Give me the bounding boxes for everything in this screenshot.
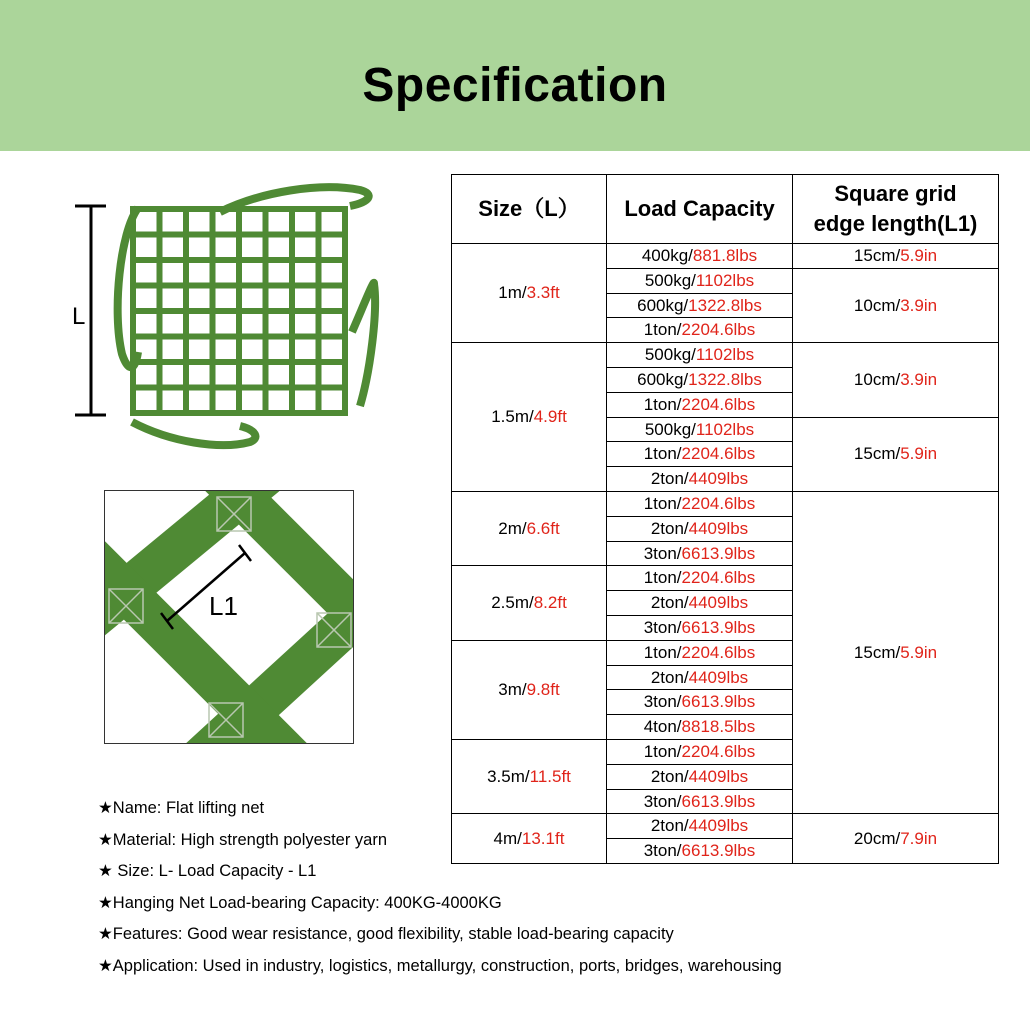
load-capacity-cell-metric: 2ton/: [650, 667, 689, 687]
load-capacity-cell-imperial: 1322.8lbs: [688, 369, 762, 389]
size-cell-imperial: 6.6ft: [526, 518, 560, 538]
specification-table: [451, 174, 999, 864]
table-row: [452, 491, 999, 516]
load-capacity-cell-imperial: 4409lbs: [688, 766, 749, 786]
size-cell-imperial: 13.1ft: [521, 828, 565, 848]
size-cell-metric: 3m/: [498, 679, 527, 699]
page-title: Specification: [362, 59, 668, 112]
load-capacity-cell-metric: 2ton/: [650, 766, 689, 786]
load-capacity-cell-imperial: 1102lbs: [695, 345, 755, 365]
feature-capacity: ★Hanging Net Load-bearing Capacity: 400KG-4000KG: [98, 893, 502, 912]
load-capacity-cell: [607, 566, 793, 591]
table-row: [452, 244, 999, 269]
table-body: [452, 244, 999, 864]
net-hole: [189, 391, 210, 411]
net-hole: [242, 365, 263, 385]
size-cell: [452, 640, 607, 739]
net-hole: [216, 314, 237, 334]
grid-edge-cell-imperial: 5.9in: [900, 642, 938, 662]
load-capacity-cell-imperial: 2204.6lbs: [681, 444, 756, 464]
net-hole: [322, 289, 343, 309]
load-capacity-cell-metric: 1ton/: [643, 444, 682, 464]
load-capacity-cell-metric: 500kg/: [644, 270, 696, 290]
size-cell: [452, 343, 607, 492]
grid-edge-cell-imperial: 5.9in: [900, 444, 938, 464]
feature-features: ★Features: Good wear resistance, good flexibility, stable load-bearing capacity: [98, 925, 674, 943]
net-hole: [163, 391, 184, 411]
load-capacity-cell: [607, 467, 793, 492]
size-cell-metric: 1.5m/: [491, 407, 534, 427]
grid-closeup-illustration: [104, 490, 354, 744]
load-capacity-cell: [607, 442, 793, 467]
load-capacity-cell: [607, 392, 793, 417]
load-capacity-cell-metric: 2ton/: [650, 816, 689, 836]
load-capacity-cell-imperial: 4409lbs: [688, 518, 749, 538]
load-capacity-cell-metric: 3ton/: [643, 841, 682, 861]
load-capacity-cell: [607, 293, 793, 318]
net-hole: [216, 263, 237, 283]
net-hole: [242, 212, 263, 232]
net-hole: [269, 340, 290, 360]
net-hole: [189, 212, 210, 232]
net-hole: [163, 263, 184, 283]
grid-edge-cell-metric: 10cm/: [853, 295, 901, 315]
size-cell: [452, 491, 607, 565]
net-hole: [163, 314, 184, 334]
net-hole: [242, 314, 263, 334]
net-hole: [269, 289, 290, 309]
net-hole: [136, 212, 157, 232]
grid-edge-cell-metric: 10cm/: [853, 369, 901, 389]
net-hole: [322, 314, 343, 334]
grid-edge-cell-metric: 15cm/: [853, 642, 901, 662]
table-row: [452, 343, 999, 368]
net-hole: [322, 238, 343, 258]
load-capacity-cell-metric: 3ton/: [643, 543, 682, 563]
load-capacity-cell-metric: 400kg/: [641, 246, 693, 265]
load-capacity-cell-imperial: 6613.9lbs: [681, 543, 756, 563]
net-hole: [269, 212, 290, 232]
load-capacity-cell-metric: 500kg/: [644, 419, 696, 439]
net-hole: [269, 391, 290, 411]
net-hole: [216, 365, 237, 385]
dimension-label: L: [72, 303, 86, 330]
load-capacity-cell-metric: 3ton/: [643, 692, 682, 712]
feature-list: [98, 796, 901, 985]
net-hole: [295, 365, 316, 385]
load-capacity-cell-metric: 1ton/: [643, 642, 682, 662]
load-capacity-cell-imperial: 2204.6lbs: [681, 320, 756, 340]
load-capacity-cell-metric: 3ton/: [643, 791, 682, 811]
load-capacity-cell: [607, 343, 793, 368]
load-capacity-cell-metric: 2ton/: [650, 518, 689, 538]
net-hole: [322, 365, 343, 385]
grid-edge-cell: [793, 343, 999, 417]
net-hole: [242, 263, 263, 283]
grid-edge-cell: [793, 491, 999, 813]
header-banner: [0, 0, 1030, 151]
size-cell-metric: 2.5m/: [491, 593, 534, 613]
net-hole: [216, 212, 237, 232]
net-hole: [295, 289, 316, 309]
net-hole: [242, 289, 263, 309]
size-cell-metric: 3.5m/: [487, 766, 530, 786]
load-capacity-cell-imperial: 2204.6lbs: [681, 394, 756, 414]
net-hole: [136, 314, 157, 334]
load-capacity-cell: [607, 367, 793, 392]
grid-edge-cell-metric: 15cm/: [853, 444, 901, 464]
net-hole: [242, 340, 263, 360]
size-cell-imperial: 9.8ft: [526, 679, 560, 699]
net-hole: [242, 391, 263, 411]
net-hole: [322, 212, 343, 232]
net-hole: [189, 314, 210, 334]
grid-edge-cell: [793, 244, 999, 269]
size-cell-imperial: 4.9ft: [533, 407, 567, 427]
load-capacity-cell: [607, 318, 793, 343]
load-capacity-cell-metric: 600kg/: [637, 369, 689, 389]
net-hole: [242, 238, 263, 258]
size-cell-imperial: 8.2ft: [533, 593, 567, 613]
load-capacity-cell: [607, 268, 793, 293]
load-capacity-cell-imperial: 4409lbs: [688, 593, 749, 613]
load-capacity-cell-metric: 1ton/: [643, 320, 682, 340]
load-capacity-cell-metric: 3ton/: [643, 617, 682, 637]
net-hole: [269, 263, 290, 283]
load-capacity-cell-metric: 600kg/: [637, 295, 689, 315]
net-hole: [295, 212, 316, 232]
net-hole: [216, 289, 237, 309]
load-capacity-cell: [607, 690, 793, 715]
net-hole: [295, 314, 316, 334]
load-capacity-cell: [607, 541, 793, 566]
load-capacity-cell: [607, 665, 793, 690]
net-hole: [322, 340, 343, 360]
load-capacity-cell-metric: 4ton/: [643, 717, 682, 737]
net-hole: [216, 340, 237, 360]
net-hole: [189, 263, 210, 283]
grid-edge-cell-imperial: 3.9in: [900, 295, 938, 315]
load-capacity-cell: [607, 715, 793, 740]
net-hole: [269, 238, 290, 258]
net-hole: [295, 340, 316, 360]
header-grid-line2: edge length(L1): [813, 211, 978, 236]
load-capacity-cell-imperial: 6613.9lbs: [681, 841, 756, 861]
feature-application: ★Application: Used in industry, logistics, metallurgy, construction, ports, bridges, warehousing: [98, 956, 782, 975]
net-hole: [322, 391, 343, 411]
lifting-net-illustration: [60, 172, 390, 462]
net-hole: [216, 391, 237, 411]
net-hole: [189, 340, 210, 360]
l1-label: L1: [209, 591, 238, 621]
load-capacity-cell-metric: 1ton/: [643, 568, 682, 588]
load-capacity-cell-imperial: 1102lbs: [695, 270, 755, 290]
net-hole: [189, 289, 210, 309]
load-capacity-cell: [607, 591, 793, 616]
load-capacity-cell-imperial: 2204.6lbs: [681, 741, 756, 761]
net-hole: [136, 391, 157, 411]
load-capacity-cell-imperial: 6613.9lbs: [681, 692, 756, 712]
load-capacity-cell-imperial: 4409lbs: [688, 469, 749, 489]
load-capacity-cell: [607, 640, 793, 665]
net-hole: [136, 365, 157, 385]
load-capacity-cell: [607, 764, 793, 789]
net-hole: [295, 263, 316, 283]
load-capacity-cell-imperial: 8818.5lbs: [681, 717, 756, 737]
load-capacity-cell-imperial: 2204.6lbs: [681, 493, 756, 513]
grid-edge-cell-imperial: 5.9in: [900, 246, 938, 265]
load-capacity-cell-metric: 2ton/: [650, 593, 689, 613]
grid-edge-cell: [793, 417, 999, 491]
net-hole: [136, 238, 157, 258]
net-hole: [216, 238, 237, 258]
net-hole: [189, 238, 210, 258]
load-capacity-cell: [607, 417, 793, 442]
net-hole: [163, 212, 184, 232]
net-hole: [163, 238, 184, 258]
load-capacity-cell-metric: 1ton/: [643, 493, 682, 513]
load-capacity-cell-imperial: 881.8lbs: [692, 246, 758, 265]
size-cell: [452, 244, 607, 343]
load-capacity-cell-imperial: 6613.9lbs: [681, 617, 756, 637]
feature-name: ★Name: Flat lifting net: [98, 799, 265, 817]
load-capacity-cell-imperial: 4409lbs: [688, 667, 749, 687]
grid-edge-cell-metric: 20cm/: [853, 828, 901, 848]
load-capacity-cell: [607, 739, 793, 764]
load-capacity-cell-metric: 1ton/: [643, 394, 682, 414]
load-capacity-cell-metric: 500kg/: [644, 345, 696, 365]
feature-material: ★Material: High strength polyester yarn: [98, 830, 387, 849]
load-capacity-cell-imperial: 6613.9lbs: [681, 791, 756, 811]
load-capacity-cell-metric: 2ton/: [650, 469, 689, 489]
load-capacity-cell-imperial: 1322.8lbs: [688, 295, 762, 315]
net-hole: [163, 289, 184, 309]
net-hole: [163, 365, 184, 385]
load-capacity-cell-imperial: 4409lbs: [688, 816, 749, 836]
net-hole: [269, 314, 290, 334]
net-hole: [136, 263, 157, 283]
size-cell-imperial: 11.5ft: [529, 766, 571, 786]
size-cell-metric: 1m/: [498, 283, 527, 303]
size-cell-imperial: 3.3ft: [526, 283, 560, 303]
size-cell-metric: 4m/: [493, 828, 522, 848]
header-grid-edge: [793, 175, 999, 244]
load-capacity-cell: [607, 244, 793, 269]
net-hole: [136, 289, 157, 309]
load-capacity-cell-metric: 1ton/: [643, 741, 682, 761]
size-cell-metric: 2m/: [498, 518, 527, 538]
net-hole: [269, 365, 290, 385]
feature-size: ★ Size: L- Load Capacity - L1: [98, 862, 317, 880]
grid-edge-cell-imperial: 3.9in: [900, 369, 938, 389]
header-grid-line1: Square grid: [834, 181, 957, 206]
grid-edge-cell-imperial: 7.9in: [900, 828, 938, 848]
net-hole: [189, 365, 210, 385]
net-hole: [163, 340, 184, 360]
net-hole: [322, 263, 343, 283]
load-capacity-cell-imperial: 2204.6lbs: [681, 642, 756, 662]
load-capacity-cell-imperial: 2204.6lbs: [681, 568, 756, 588]
size-cell: [452, 566, 607, 640]
load-capacity-cell: [607, 615, 793, 640]
grid-edge-cell-metric: 15cm/: [853, 246, 901, 265]
header-load-capacity: Load Capacity: [607, 175, 793, 244]
closeup-drawing: [105, 491, 354, 744]
grid-edge-cell: [793, 268, 999, 342]
table-header-row: [452, 175, 999, 244]
load-capacity-cell: [607, 516, 793, 541]
header-size: Size（L）: [452, 175, 607, 244]
net-hole: [295, 238, 316, 258]
load-capacity-cell: [607, 491, 793, 516]
net-hole: [295, 391, 316, 411]
load-capacity-cell-imperial: 1102lbs: [695, 419, 755, 439]
